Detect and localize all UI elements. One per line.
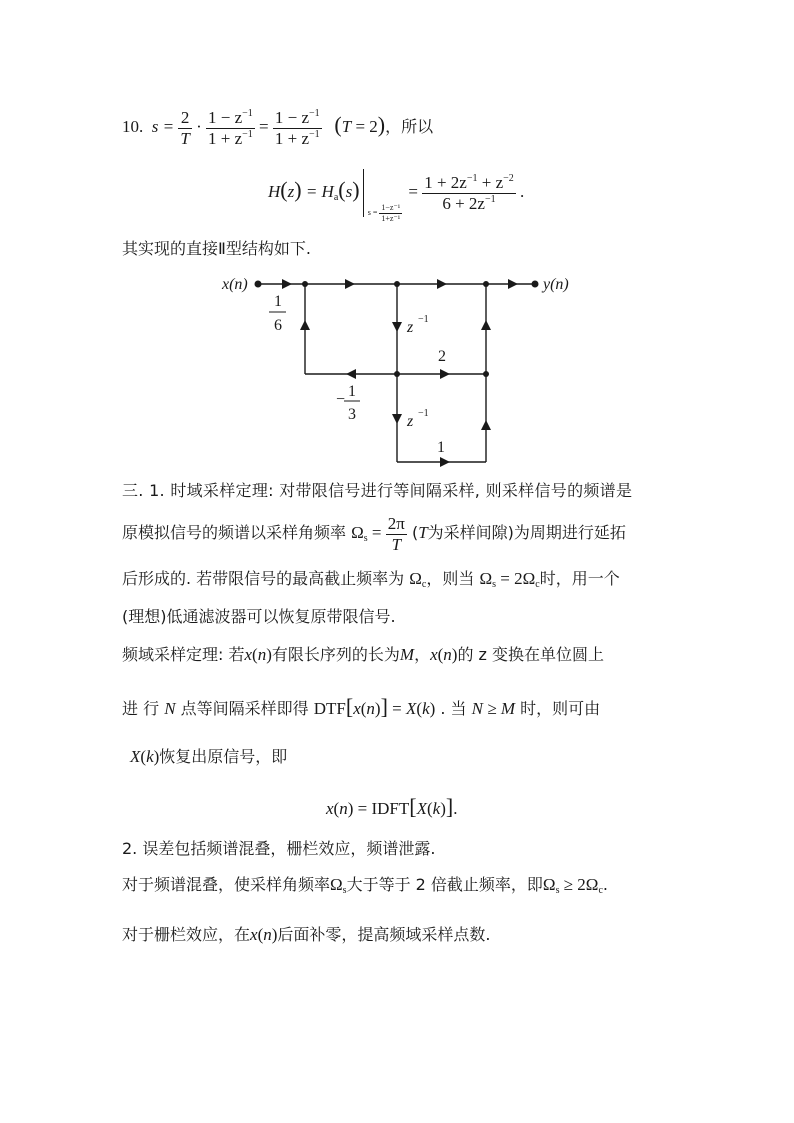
- comma: ，: [414, 645, 431, 664]
- k-symbol: k: [432, 799, 441, 818]
- N-symbol: N: [164, 699, 176, 718]
- x-symbol: x: [250, 925, 258, 944]
- arrow-up-icon: [481, 420, 491, 430]
- node: [394, 371, 400, 377]
- n-symbol: n: [257, 645, 267, 664]
- omega-c: Ω: [409, 569, 422, 588]
- frac-num: 2π: [387, 514, 405, 534]
- arrow-up-icon: [300, 320, 310, 330]
- coef-in-num: 1: [274, 293, 282, 310]
- x-symbol: x: [326, 799, 334, 818]
- frac-den: T: [391, 534, 402, 554]
- s-sub: s: [342, 885, 347, 896]
- coef-a1-den: 3: [348, 406, 356, 423]
- frac-num-text: 1 − z: [207, 108, 243, 128]
- item2-line1: 2. 误差包括频谱混叠，栅栏效应，频谱泄露.: [122, 839, 436, 858]
- node: [394, 281, 400, 287]
- arrow-down-icon: [392, 322, 402, 332]
- period: .: [602, 875, 608, 894]
- n-symbol: n: [366, 699, 375, 718]
- delay2-exp: −1: [418, 408, 429, 419]
- delay1-exp: −1: [418, 314, 429, 325]
- exp: −1: [466, 173, 478, 185]
- input-label: x(n): [222, 276, 248, 293]
- sec3-l2-post: 为采样间隙)为周期进行延拓: [427, 523, 626, 542]
- hz-s: s: [345, 182, 353, 201]
- X-symbol: X: [406, 699, 417, 718]
- omega-s: Ω: [351, 523, 364, 542]
- idft-formula: x(n) = IDFT[X(k)].: [326, 794, 458, 819]
- ineq: ≥ 2Ω: [559, 875, 599, 894]
- omega-s: Ω: [479, 569, 493, 588]
- item2-l3-post: 后面补零，提高频域采样点数.: [277, 925, 491, 944]
- sec3-line4: (理想)低通滤波器可以恢复原带限信号.: [122, 607, 396, 626]
- k-symbol: k: [146, 747, 154, 766]
- item2-l2-pre: 对于频谱混叠，使采样角频率: [122, 875, 331, 894]
- sec3-line2: [122, 510, 626, 562]
- item10-formula: 10. s = $\frac{2}{T}$ · $\frac{1 - z^{-1}}{1 + z^{-1}}$ = $\frac{1 - z^{-1}}{1 + z^{-1}}$ (T = 2)，所以: [122, 108, 434, 148]
- node: [302, 281, 308, 287]
- sec3-l5-pre: 频域采样定理: 若: [122, 645, 245, 664]
- x-symbol: x: [353, 699, 361, 718]
- hz-eq-ha: = H: [305, 182, 334, 201]
- s-sub: s: [555, 885, 560, 896]
- eq: =: [367, 523, 386, 542]
- frac-num-text: 1 − z: [274, 108, 309, 128]
- exp: −1: [484, 193, 496, 205]
- arrow-right-icon: [508, 279, 518, 289]
- arrow-down-icon: [392, 414, 402, 424]
- sec3-l6-pre: 进 行: [122, 699, 160, 718]
- n-symbol: n: [263, 925, 272, 944]
- exp: −1: [309, 128, 320, 140]
- coef-b2: 1: [437, 439, 445, 456]
- arrow-right-icon: [437, 279, 447, 289]
- sec3-l7-post: 恢复出原信号，即: [159, 747, 288, 766]
- delay1-z: z: [407, 319, 414, 336]
- coef-a1-sign: −: [336, 391, 346, 408]
- signal-flow-graph: [0, 0, 794, 480]
- omega-s: Ω: [542, 875, 556, 894]
- input-node: [255, 281, 262, 288]
- coef-a1-num: 1: [348, 383, 356, 400]
- sec3-line7: X(k)恢复出原信号，即: [130, 747, 288, 766]
- c-sub: c: [535, 579, 540, 590]
- idft-eq: = IDFT: [353, 799, 410, 818]
- ha-sub: a: [333, 192, 339, 203]
- sec3-line6: 进 行 N 点等间隔采样即得 DTF[x(n)] = X(k) . 当 N ≥ M 时，则可由: [122, 694, 601, 719]
- sec3-l6-post2: 时，则可由: [520, 699, 601, 718]
- exp: −2: [503, 173, 514, 185]
- n-symbol: n: [339, 799, 348, 818]
- T-symbol: T: [418, 523, 428, 542]
- arrow-right-icon: [345, 279, 355, 289]
- eval-cond-s: s =: [367, 208, 378, 217]
- hz-formula: $H(z) = H_a(s)$ $_{s = \frac{\text{1−z⁻¹}}{\text{1+z⁻¹}}}$ = $\frac{1 + 2z^{-1} + z^{-2}}{6 + 2z^{-1}}$ .: [268, 166, 524, 237]
- item-number: 10.: [122, 117, 144, 136]
- sec3-line3: [122, 566, 620, 590]
- exp: −1: [309, 108, 320, 120]
- x-symbol: x: [430, 645, 438, 664]
- N-geq-M: N ≥ M: [471, 699, 515, 718]
- M-symbol: M: [399, 645, 415, 664]
- period: .: [453, 799, 458, 818]
- c-sub: c: [421, 579, 427, 590]
- coef-b1: 2: [438, 348, 446, 365]
- item2-line3: 对于栅栏效应，在x(n)后面补零，提高频域采样点数.: [122, 925, 491, 944]
- X-symbol: X: [416, 799, 427, 818]
- k-symbol: k: [422, 699, 430, 718]
- s-lhs: s =: [151, 117, 175, 136]
- item2-line2: [122, 872, 608, 896]
- node: [483, 371, 489, 377]
- item2-l2-mid: 大于等于 2 倍截止频率，即: [346, 875, 543, 894]
- sec3-l6-mid: 点等间隔采样即得: [180, 699, 309, 718]
- item2-l3-pre: 对于栅栏效应，在: [122, 925, 251, 944]
- sec3-l5-mid: 有限长序列的长为: [271, 645, 400, 664]
- x-symbol: x: [244, 645, 253, 664]
- sec3-l6-post1: . 当: [440, 699, 467, 718]
- fraction-den: T: [180, 128, 190, 148]
- paren: (: [411, 523, 419, 542]
- output-label: y(n): [543, 276, 569, 293]
- hz-end: .: [520, 182, 525, 201]
- sec3-l3-pre: 后形成的. 若带限信号的最高截止频率为: [122, 569, 405, 588]
- hz-den-main: 6 + 2z: [442, 193, 485, 213]
- two-pi-over-T: [386, 514, 407, 554]
- sec3-l2-pre: 原模拟信号的频谱以采样角频率: [122, 523, 347, 542]
- cond-eq: = 2: [351, 117, 378, 136]
- s-sub: s: [492, 579, 497, 590]
- s-sub: s: [363, 533, 368, 544]
- node: [483, 281, 489, 287]
- dtf: DTF: [313, 699, 346, 718]
- X-symbol: X: [130, 747, 141, 766]
- sec3-l3-post: 时，用一个: [539, 569, 620, 588]
- coef-in-den: 6: [274, 317, 282, 334]
- delay2-z: z: [407, 413, 414, 430]
- fraction-num: 2: [178, 108, 191, 129]
- suoyi-text: ，所以: [385, 117, 434, 136]
- arrow-left-icon: [346, 369, 356, 379]
- hz-z: z: [287, 182, 295, 201]
- eq-2omega: = 2Ω: [496, 569, 536, 588]
- arrow-right-icon: [440, 369, 450, 379]
- hz-num-main: 1 + 2z: [424, 173, 467, 193]
- exp: −1: [242, 108, 253, 120]
- arrow-right-icon: [282, 279, 292, 289]
- c-sub: c: [598, 885, 603, 896]
- arrow-up-icon: [481, 320, 491, 330]
- sec3-line1: 三. 1. 时域采样定理: 对带限信号进行等间隔采样, 则采样信号的频谱是: [122, 481, 633, 500]
- sec3-line5: 频域采样定理: 若x(n)有限长序列的长为M，x(n)的 z 变换在单位圆上: [122, 645, 605, 664]
- hz-lhs: H: [268, 182, 281, 201]
- exp: −1: [242, 128, 253, 140]
- frac-den-text: 1 + z: [207, 128, 243, 148]
- hz-num-mid: + z: [477, 173, 504, 193]
- output-node: [532, 281, 539, 288]
- frac-den-text: 1 + z: [274, 128, 309, 148]
- structure-caption: 其实现的直接Ⅱ型结构如下.: [122, 239, 311, 258]
- arrow-right-icon: [440, 457, 450, 467]
- eval-cond-num: 1−z⁻¹: [381, 203, 401, 213]
- sec3-l5-post: 的 z 变换在单位圆上: [457, 645, 605, 664]
- eval-cond-den: 1+z⁻¹: [381, 213, 401, 223]
- cond-T: T: [341, 117, 352, 136]
- sec3-l3-mid: ，则当: [426, 569, 475, 588]
- omega-s: Ω: [330, 875, 343, 894]
- n-symbol: n: [443, 645, 452, 664]
